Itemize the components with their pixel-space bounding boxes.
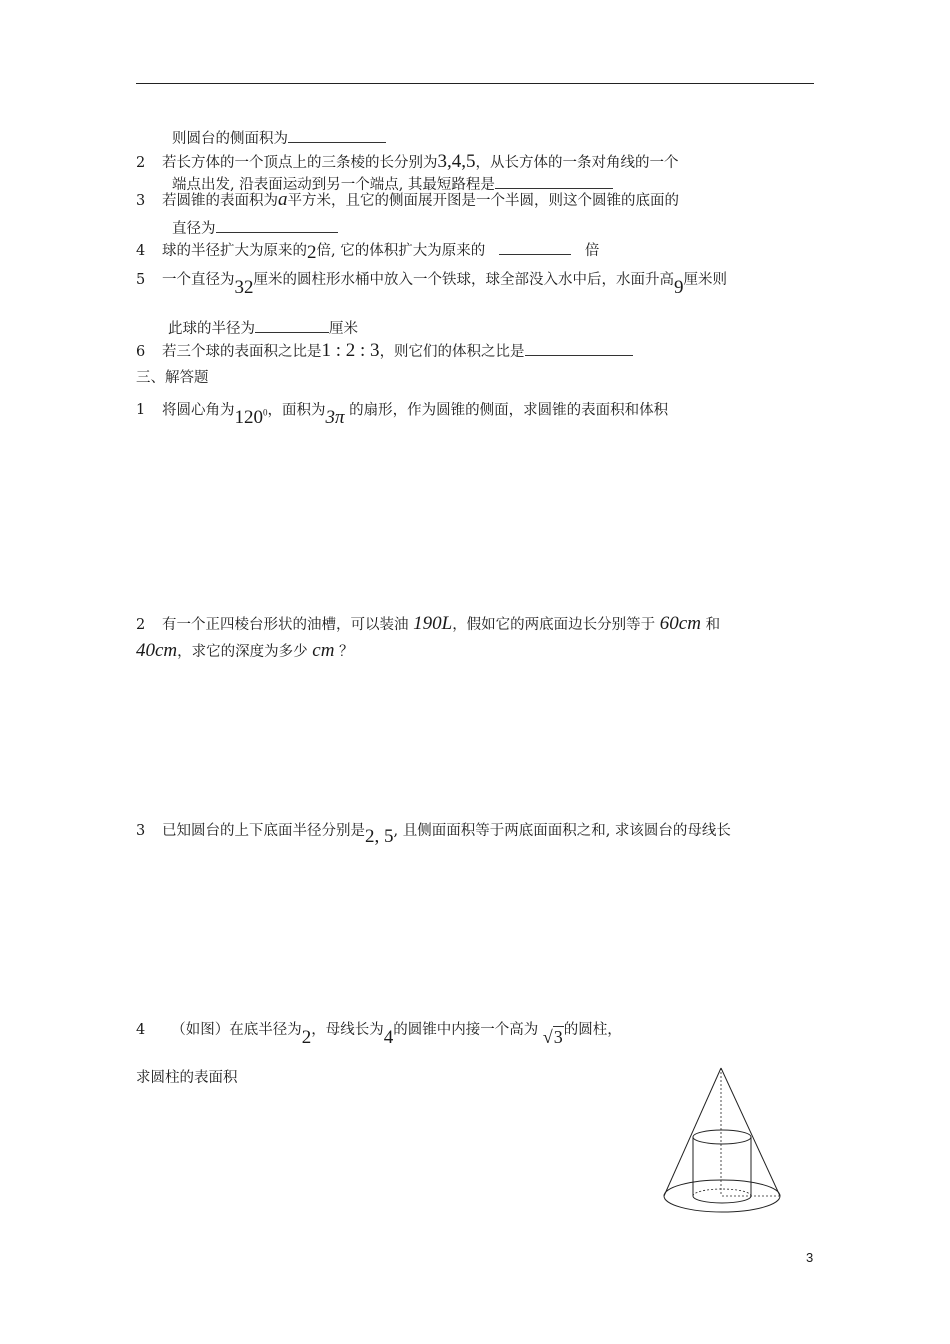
fill-question-2-line2: 端点出发, 沿表面运动到另一个端点, 其最短路程是 bbox=[172, 174, 613, 195]
solve-problem-2-line2: 40cm，求它的深度为多少 cm ？ bbox=[136, 640, 354, 661]
solve-problem-4-line2: 求圆柱的表面积 bbox=[136, 1070, 238, 1086]
header-rule bbox=[136, 83, 814, 84]
solve-problem-2: 2 有一个正四棱台形状的油槽，可以装油 190L，假如它的两底面边长分别等于 60cm 和 bbox=[136, 613, 721, 634]
solve-problem-3: 3 已知圆台的上下底面半径分别是2, 5, 且侧面面积等于两底面面积之和, 求该圆台的母线长 bbox=[136, 823, 731, 847]
sqrt-expression: √3 bbox=[542, 1027, 563, 1047]
cylinder-top bbox=[693, 1130, 751, 1144]
answer-blank[interactable] bbox=[499, 240, 571, 255]
answer-blank[interactable] bbox=[288, 128, 386, 143]
page-number: 3 bbox=[806, 1250, 814, 1265]
fill-question-3: 3 若圆锥的表面积为a平方米，且它的侧面展开图是一个半圆，则这个圆锥的底面的 bbox=[136, 189, 679, 210]
cylinder-bottom-back bbox=[693, 1189, 751, 1196]
cone-cylinder-figure bbox=[655, 1060, 795, 1225]
answer-blank[interactable] bbox=[495, 174, 613, 189]
q1-tail: 则圆台的侧面积为 bbox=[172, 128, 386, 149]
fill-question-6: 6 若三个球的表面积之比是1 : 2 : 3，则它们的体积之比是 bbox=[136, 341, 633, 362]
fill-question-5-line2: 此球的半径为 厘米 bbox=[168, 318, 358, 339]
answer-blank[interactable] bbox=[525, 341, 633, 356]
fill-question-4: 4 球的半径扩大为原来的2倍, 它的体积扩大为原来的 倍 bbox=[136, 242, 600, 263]
answer-blank[interactable] bbox=[255, 318, 329, 333]
cylinder-bottom-front bbox=[693, 1196, 751, 1203]
fill-question-5: 5 一个直径为32厘米的圆柱形水桶中放入一个铁球，球全部没入水中后，水面升高9厘米则 bbox=[136, 272, 727, 298]
fill-question-3-line2: 直径为 bbox=[172, 218, 338, 239]
fill-question-2: 2 若长方体的一个顶点上的三条棱的长分别为3,4,5，从长方体的一条对角线的一个 bbox=[136, 151, 679, 172]
solve-problem-1: 1 将圆心角为$120^0$，面积为3π 的扇形，作为圆锥的侧面，求圆锥的表面积和体积 bbox=[136, 402, 669, 429]
section-title: 三、解答题 bbox=[136, 370, 209, 386]
answer-blank[interactable] bbox=[216, 218, 338, 233]
solve-problem-4: 4 （如图）在底半径为2，母线长为4的圆锥中内接一个高为 √3的圆柱， bbox=[136, 1022, 622, 1048]
